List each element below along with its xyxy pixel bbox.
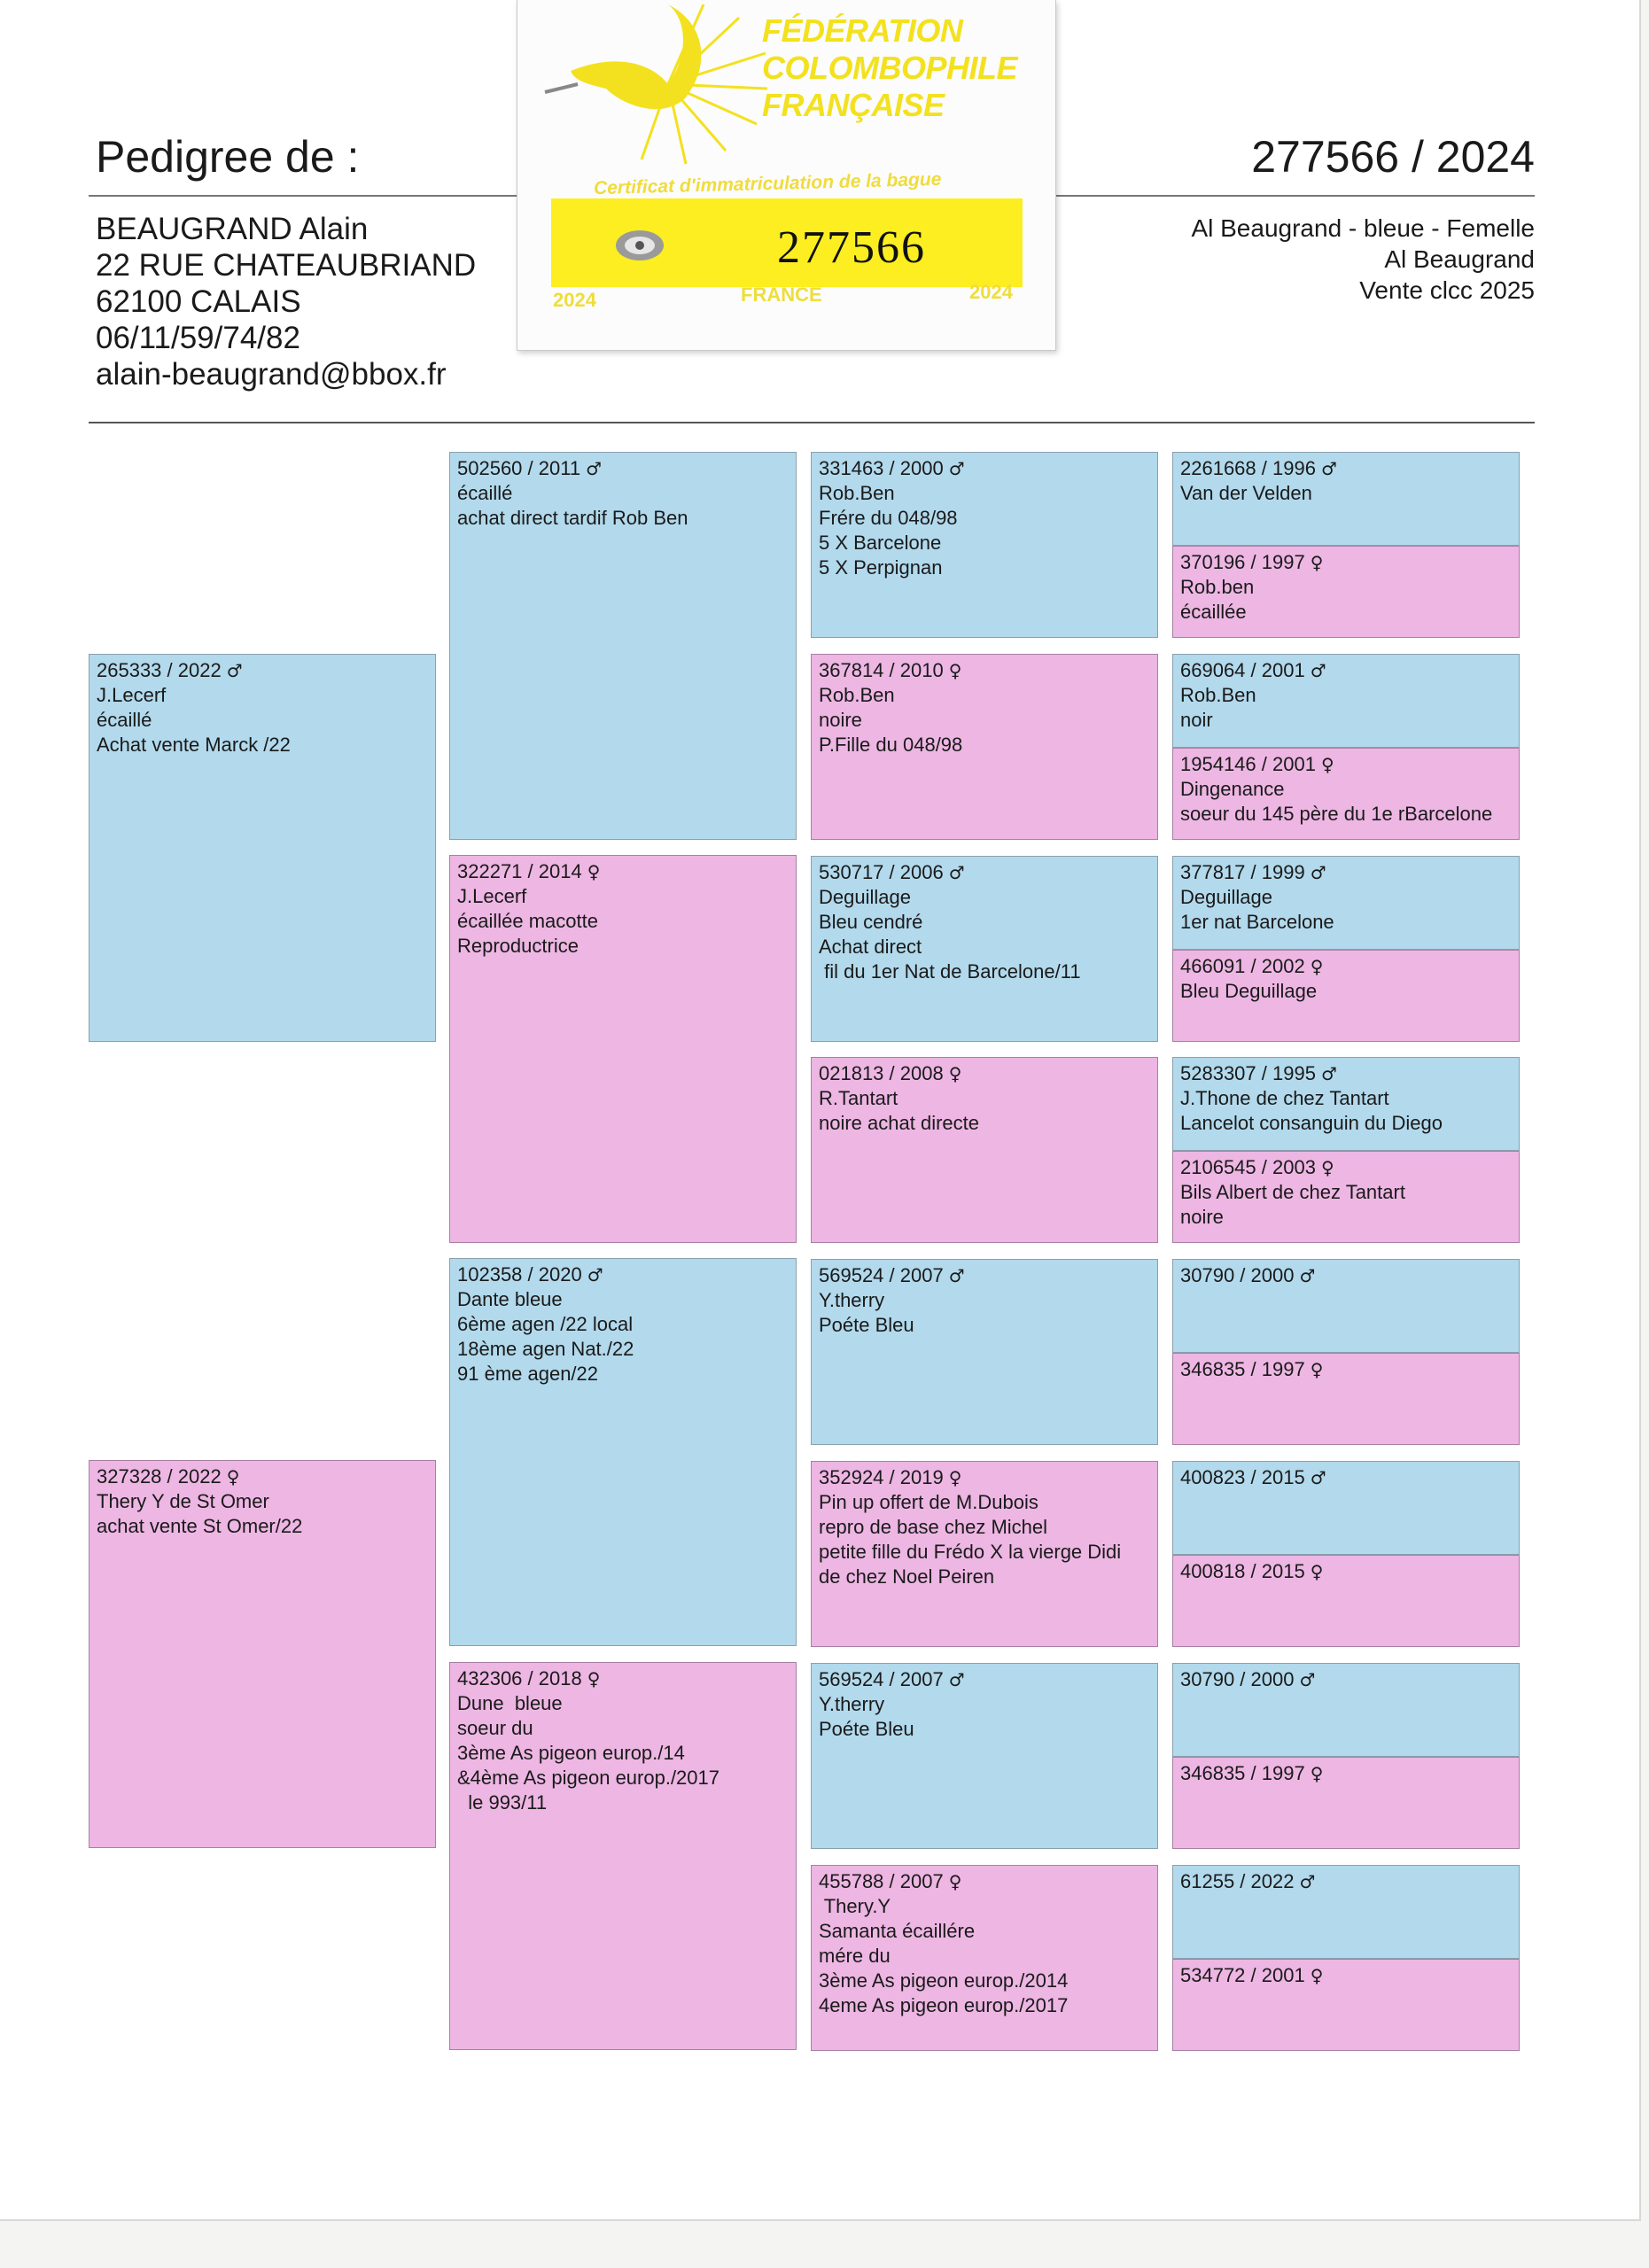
gg-grandparent-card (1172, 1663, 1520, 1757)
ring-number-text: 30790 / 2000 (1180, 1667, 1295, 1690)
ring-number-text: 1954146 / 2001 (1180, 752, 1316, 775)
ring-id (1180, 550, 1512, 575)
ring-number-text: 352924 / 2019 (819, 1466, 944, 1488)
pedigree-note: mére du (819, 1944, 891, 1967)
gg-grandparent-card (1172, 1555, 1520, 1647)
ring-id (1180, 860, 1512, 885)
tag-country: FRANCE (741, 284, 822, 306)
ring-id (1180, 1357, 1512, 1382)
owner-phone: 06/11/59/74/82 (96, 321, 300, 355)
ring-id (1180, 1465, 1512, 1490)
ring-number-text: 102358 / 2020 (457, 1263, 582, 1285)
pedigree-note: 4eme As pigeon europ./2017 (819, 1993, 1069, 2016)
ring-id (819, 1061, 1150, 1086)
owner-street: 22 RUE CHATEAUBRIAND (96, 248, 477, 283)
ring-number-text: 455788 / 2007 (819, 1869, 944, 1892)
ring-id (1180, 456, 1512, 481)
owner-email: alain-beaugrand@bbox.fr (96, 357, 447, 392)
pedigree-note: Dante bleue (457, 1288, 563, 1310)
ring-id (457, 1666, 789, 1691)
ring-number-text: 265333 / 2022 (97, 659, 222, 681)
ring-number-text: 377817 / 1999 (1180, 860, 1305, 883)
pedigree-note: Thery.Y (819, 1894, 891, 1917)
pedigree-note: achat direct tardif Rob Ben (457, 507, 688, 529)
ring-id (1180, 1761, 1512, 1786)
staple-icon (542, 78, 583, 99)
female-symbol-icon: ♀ (948, 659, 962, 681)
owner-name: BEAUGRAND Alain (96, 212, 369, 246)
pedigree-note: Y.therry (819, 1289, 885, 1312)
gg-grandparent-card (1172, 1865, 1520, 1959)
male-symbol-icon: ♂ (948, 1265, 965, 1287)
male-symbol-icon: ♂ (1299, 1668, 1316, 1690)
male-symbol-icon: ♂ (948, 458, 965, 479)
ring-id (457, 859, 789, 884)
page-title: Pedigree de : (96, 132, 360, 182)
ring-number-text: 370196 / 1997 (1180, 551, 1305, 573)
female-symbol-icon: ♀ (226, 1466, 240, 1487)
pedigree-note: Bleu Deguillage (1180, 979, 1318, 1002)
female-symbol-icon: ♀ (1310, 1359, 1324, 1381)
female-symbol-icon: ♀ (1310, 552, 1324, 573)
ring-number-text: 327328 / 2022 (97, 1465, 222, 1487)
pedigree-note: Pin up offert de M.Dubois (819, 1491, 1038, 1513)
tag-year-left: 2024 (553, 289, 596, 311)
ring-id (97, 1464, 428, 1489)
bird-info-line: Al Beaugrand (1384, 245, 1535, 273)
male-symbol-icon: ♂ (1310, 861, 1326, 883)
female-symbol-icon: ♀ (1310, 1561, 1324, 1582)
bird-info-block (1191, 213, 1535, 306)
pedigree-note: Rob.Ben (819, 482, 895, 504)
ring-number-text: 530717 / 2006 (819, 860, 944, 883)
pedigree-note: P.Fille du 048/98 (819, 733, 963, 756)
pedigree-note: achat vente St Omer/22 (97, 1515, 303, 1537)
gg-grandparent-card (1172, 856, 1520, 950)
ring-id (457, 456, 789, 481)
ring-id (819, 1667, 1150, 1692)
dam-card (89, 1460, 436, 1848)
male-symbol-icon: ♂ (948, 861, 965, 883)
ring-number-text: 61255 / 2022 (1180, 1869, 1295, 1892)
pedigree-note: Poéte Bleu (819, 1717, 914, 1740)
ring-number-text: 2261668 / 1996 (1180, 457, 1316, 479)
tag-year-right: 2024 (969, 281, 1013, 303)
pedigree-note: J.Thone de chez Tantart (1180, 1087, 1389, 1110)
ring-number-text: 432306 / 2018 (457, 1667, 582, 1689)
owner-city: 62100 CALAIS (96, 284, 301, 319)
ring-emblem-icon (611, 225, 669, 266)
gg-grandparent-card (1172, 1959, 1520, 2051)
gg-grandparent-card (1172, 452, 1520, 546)
ring-number-text: 569524 / 2007 (819, 1667, 944, 1690)
ring-id (819, 1263, 1150, 1288)
ring-number-text: 30790 / 2000 (1180, 1264, 1295, 1287)
gg-grandparent-card (1172, 1151, 1520, 1243)
ring-id (819, 658, 1150, 683)
pedigree-note: 91 ème agen/22 (457, 1363, 599, 1385)
ring-number-text: 669064 / 2001 (1180, 658, 1305, 681)
pedigree-note: Lancelot consanguin du Diego (1180, 1112, 1443, 1135)
female-symbol-icon: ♀ (948, 1467, 962, 1488)
ring-certificate-tag (517, 0, 1056, 351)
grandparent-card (449, 855, 797, 1243)
ring-number-text: 346835 / 1997 (1180, 1358, 1305, 1381)
ring-id (1180, 1869, 1512, 1894)
pedigree-note: Dune bleue (457, 1692, 563, 1714)
ring-number-text: 569524 / 2007 (819, 1264, 944, 1287)
certificate-label: Certificat d'immatriculation de la bague (593, 168, 942, 199)
pedigree-note: de chez Noel Peiren (819, 1565, 995, 1588)
female-symbol-icon: ♀ (1310, 1762, 1324, 1784)
pedigree-note: 6ème agen /22 local (457, 1313, 634, 1335)
female-symbol-icon: ♀ (587, 861, 601, 882)
pedigree-note: Samanta écaillére (819, 1919, 976, 1942)
female-symbol-icon: ♀ (1310, 1964, 1324, 1986)
pedigree-note: Achat direct (819, 935, 922, 958)
ring-id (819, 456, 1150, 481)
ring-number-text: 400818 / 2015 (1180, 1560, 1305, 1582)
female-symbol-icon: ♀ (587, 1668, 601, 1689)
pedigree-note: Rob.ben (1180, 576, 1255, 598)
female-symbol-icon: ♀ (1320, 1157, 1334, 1179)
pedigree-note: fil du 1er Nat de Barcelone/11 (819, 959, 1081, 983)
pedigree-note: petite fille du Frédo X la vierge Didi (819, 1541, 1122, 1563)
pedigree-note: 5 X Barcelone (819, 532, 942, 554)
great-grandparent-card (811, 1057, 1158, 1243)
gg-grandparent-card (1172, 1353, 1520, 1445)
ring-id (1180, 1263, 1512, 1288)
pedigree-note: Poéte Bleu (819, 1314, 914, 1337)
pedigree-note: noire (1180, 1206, 1224, 1229)
ring-number-text: 534772 / 2001 (1180, 1963, 1305, 1986)
pedigree-note: écaillée (1180, 601, 1247, 623)
pedigree-note: Bils Albert de chez Tantart (1180, 1181, 1405, 1204)
ring-id (819, 860, 1150, 885)
ring-number-text: 021813 / 2008 (819, 1062, 944, 1085)
pedigree-note: Rob.Ben (819, 683, 895, 706)
pedigree-note: Thery Y de St Omer (97, 1490, 269, 1512)
ring-id (1180, 1155, 1512, 1180)
male-symbol-icon: ♂ (1320, 458, 1337, 479)
male-symbol-icon: ♂ (1310, 659, 1326, 681)
pedigree-note: soeur du 145 père du 1e rBarcelone (1180, 802, 1493, 825)
great-grandparent-card (811, 1461, 1158, 1647)
male-symbol-icon: ♂ (1310, 1467, 1326, 1488)
pedigree-note: le 993/11 (457, 1791, 548, 1814)
gg-grandparent-card (1172, 1757, 1520, 1849)
ring-number-text: 331463 / 2000 (819, 457, 944, 479)
great-grandparent-card (811, 654, 1158, 840)
pedigree-note: Deguillage (1180, 885, 1272, 908)
pedigree-note: écaillé (457, 482, 513, 504)
male-symbol-icon: ♂ (1299, 1870, 1316, 1892)
ring-id (1180, 1061, 1512, 1086)
ring-id (1180, 1963, 1512, 1988)
ring-id (97, 658, 428, 683)
female-symbol-icon: ♀ (1310, 955, 1324, 977)
pedigree-note: noir (1180, 708, 1213, 731)
ring-number-text: 2106545 / 2003 (1180, 1156, 1316, 1179)
great-grandparent-card (811, 1663, 1158, 1849)
great-grandparent-card (811, 1259, 1158, 1445)
pedigree-note: Reproductrice (457, 935, 579, 957)
pedigree-note: soeur du (457, 1717, 533, 1739)
header-rule-right (1054, 195, 1535, 197)
grandparent-card (449, 1258, 797, 1646)
male-symbol-icon: ♂ (948, 1668, 965, 1690)
female-symbol-icon: ♀ (948, 1063, 962, 1085)
header-rule-left (89, 195, 517, 197)
gg-grandparent-card (1172, 654, 1520, 748)
pedigree-note: repro de base chez Michel (819, 1516, 1048, 1538)
pedigree-note: Dingenance (1180, 777, 1285, 800)
gg-grandparent-card (1172, 748, 1520, 840)
ring-number-text: 400823 / 2015 (1180, 1466, 1305, 1488)
grandparent-card (449, 1662, 797, 2050)
pedigree-note: 5 X Perpignan (819, 556, 943, 579)
male-symbol-icon: ♂ (1299, 1265, 1316, 1287)
federation-name: FÉDÉRATION COLOMBOPHILE FRANÇAISE (762, 12, 1017, 123)
pedigree-note: 1er nat Barcelone (1180, 910, 1334, 933)
great-grandparent-card (811, 856, 1158, 1042)
male-symbol-icon: ♂ (586, 458, 602, 479)
pedigree-note: écaillée macotte (457, 910, 598, 932)
great-grandparent-card (811, 452, 1158, 638)
pedigree-note: noire (819, 708, 862, 731)
pedigree-note: écaillé (97, 709, 152, 731)
ring-number-text: 5283307 / 1995 (1180, 1062, 1316, 1085)
female-symbol-icon: ♀ (1320, 753, 1334, 775)
pedigree-note: &4ème As pigeon europ./2017 (457, 1767, 720, 1789)
gg-grandparent-card (1172, 1259, 1520, 1353)
pedigree-note: 18ème agen Nat./22 (457, 1338, 634, 1360)
ring-id (819, 1465, 1150, 1490)
ring-id (1180, 658, 1512, 683)
grandparent-card (449, 452, 797, 840)
ring-id (457, 1262, 789, 1287)
ring-number-text: 346835 / 1997 (1180, 1761, 1305, 1784)
ring-id (1180, 752, 1512, 777)
ring-number-text: 502560 / 2011 (457, 457, 581, 479)
pedigree-note: Bleu cendré (819, 910, 923, 933)
pedigree-note: 3ème As pigeon europ./14 (457, 1742, 685, 1764)
gg-grandparent-card (1172, 950, 1520, 1042)
ring-number-text: 466091 / 2002 (1180, 954, 1305, 977)
gg-grandparent-card (1172, 1461, 1520, 1555)
pedigree-note: Y.therry (819, 1692, 885, 1715)
ring-number-text: 367814 / 2010 (819, 658, 944, 681)
pedigree-note: Van der Velden (1180, 482, 1312, 504)
pedigree-note: noire achat directe (819, 1112, 979, 1135)
ring-id (1180, 1559, 1512, 1584)
pedigree-note: Deguillage (819, 885, 911, 908)
gg-grandparent-card (1172, 546, 1520, 638)
ring-number: 277566 (777, 222, 926, 273)
male-symbol-icon: ♂ (226, 660, 243, 681)
pedigree-note: Rob.Ben (1180, 683, 1256, 706)
pedigree-note: R.Tantart (819, 1087, 898, 1110)
pedigree-note: J.Lecerf (97, 684, 167, 706)
ring-id (1180, 1667, 1512, 1692)
male-symbol-icon: ♂ (587, 1264, 603, 1285)
bird-info-line: Al Beaugrand - bleue - Femelle (1191, 214, 1535, 242)
bird-info-line: Vente clcc 2025 (1359, 276, 1535, 304)
owner-block (96, 211, 476, 392)
pedigree-note: Achat vente Marck /22 (97, 734, 291, 756)
ring-header: 277566 / 2024 (1251, 132, 1535, 182)
female-symbol-icon: ♀ (948, 1870, 962, 1892)
male-symbol-icon: ♂ (1320, 1063, 1337, 1085)
sire-card (89, 654, 436, 1042)
pedigree-note: 3ème As pigeon europ./2014 (819, 1969, 1069, 1992)
great-grandparent-card (811, 1865, 1158, 2051)
gg-grandparent-card (1172, 1057, 1520, 1151)
header-divider (89, 422, 1535, 423)
pedigree-note: J.Lecerf (457, 885, 527, 907)
pedigree-note: Frére du 048/98 (819, 507, 958, 529)
ring-id (819, 1869, 1150, 1894)
ring-id (1180, 954, 1512, 979)
ring-number-text: 322271 / 2014 (457, 860, 582, 882)
